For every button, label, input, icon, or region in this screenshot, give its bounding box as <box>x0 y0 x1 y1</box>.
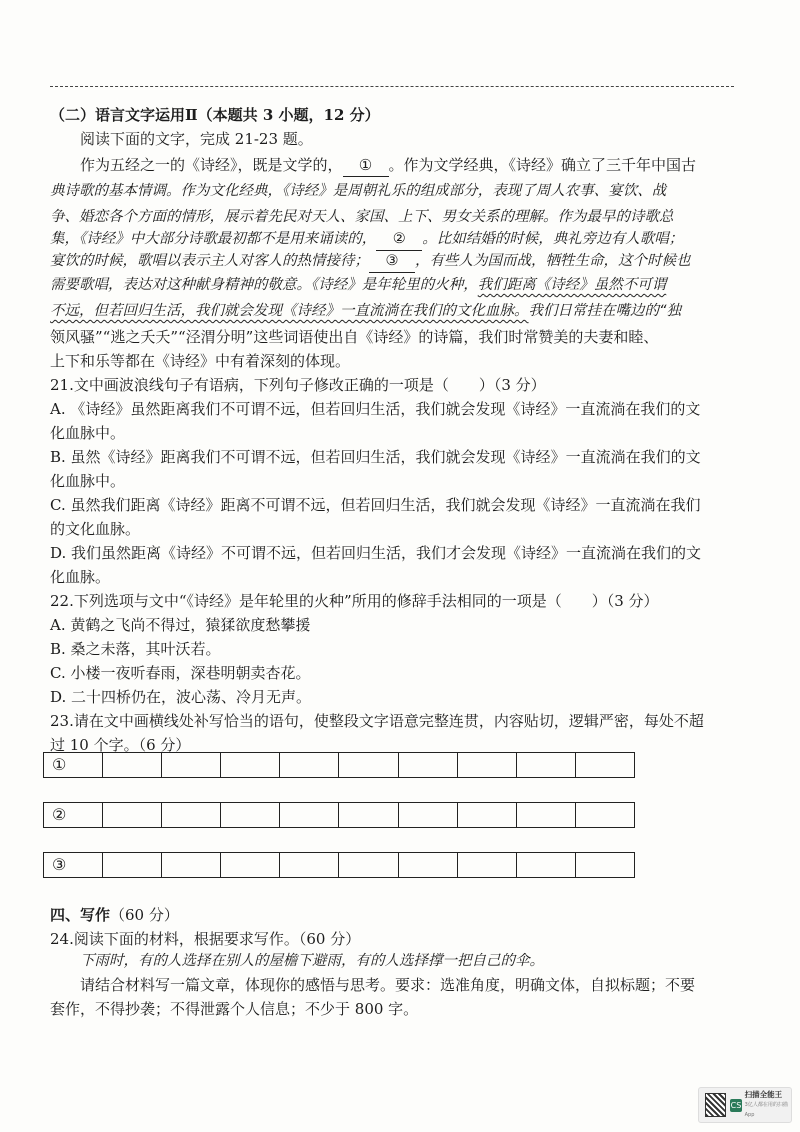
q21-option-b-cont: 化血脉中。 <box>50 472 126 490</box>
passage-line-7: 不远，但若回归生活，我们就会发现《诗经》一直流淌在我们的文化血脉。我们日常挂在嘴边的“独 <box>50 303 682 319</box>
scanner-subtitle: 3亿人都在用的扫描App <box>744 1102 788 1118</box>
q21-option-d-cont: 化血脉。 <box>50 568 111 586</box>
section2-heading: （二）语言文字运用Ⅱ（本题共 3 小题，12 分） <box>50 106 380 124</box>
grid-cell[interactable] <box>517 753 576 777</box>
q22-option-a: A. 黄鹤之飞尚不得过，猿猱欲度愁攀援 <box>50 616 311 634</box>
qr-code-icon <box>705 1093 726 1117</box>
grid-cell[interactable] <box>280 753 339 777</box>
grid-cell[interactable] <box>103 803 162 827</box>
camscanner-logo-icon: CS <box>730 1100 742 1110</box>
passage-line-6: 需要歌唱，表达对这种献身精神的敬意。《诗经》是年轮里的火种，我们距离《诗经》虽然不可谓 <box>50 277 667 293</box>
section2-instruction: 阅读下面的文字，完成 21-23 题。 <box>80 130 313 148</box>
q21-option-d: D. 我们虽然距离《诗经》不可谓不远，但若回归生活，我们才会发现《诗经》一直流淌在我们的文 <box>50 544 702 562</box>
q21-option-b: B. 虽然《诗经》距离我们不可谓不远，但若回归生活，我们就会发现《诗经》一直流淌在我们的文 <box>50 448 701 466</box>
grid-cell[interactable] <box>221 753 280 777</box>
q22-option-c: C. 小楼一夜听春雨，深巷明朝卖杏花。 <box>50 664 311 682</box>
answer-blank-3: ③ <box>369 250 415 273</box>
q21-option-c: C. 虽然我们距离《诗经》距离不可谓不远，但若回归生活，我们就会发现《诗经》一直流淌在我们 <box>50 496 701 514</box>
grid-cell[interactable] <box>103 853 162 877</box>
q22-stem: 22.下列选项与文中“《诗经》是年轮里的火种”所用的修辞手法相同的一项是（ ）（3 分） <box>50 592 659 610</box>
grid-cell[interactable] <box>576 753 634 777</box>
grid-cell[interactable] <box>458 803 517 827</box>
passage-line-3: 争、婚恋各个方面的情形，展示着先民对天人、家国、上下、男女关系的理解。作为最早的诗歌总 <box>50 209 674 225</box>
grid-cell[interactable] <box>162 853 221 877</box>
section4-heading: 四、写作（60 分） <box>50 906 179 924</box>
wavy-underlined-sentence: 我们距离《诗经》虽然不可谓 <box>477 277 667 293</box>
scanner-watermark <box>698 1087 792 1123</box>
q24-material: 下雨时，有的人选择在别人的屋檐下避雨，有的人选择撑一把自己的伞。 <box>80 953 544 969</box>
answer-blank-1: ① <box>343 154 389 177</box>
grid-cell[interactable] <box>517 803 576 827</box>
grid-cell[interactable] <box>399 753 458 777</box>
grid-cell[interactable] <box>517 853 576 877</box>
passage-line-4: 集，《诗经》中大部分诗歌最初都不是用来诵读的， ② 。比如结婚的时候，典礼旁边有人歌唱； <box>50 228 754 251</box>
grid-cell[interactable] <box>162 753 221 777</box>
grid-cell[interactable] <box>221 803 280 827</box>
answer-grid-3[interactable] <box>43 852 635 878</box>
grid-cell[interactable] <box>399 803 458 827</box>
answer-grid-2[interactable] <box>43 802 635 828</box>
q24-requirements-cont: 套作，不得抄袭；不得泄露个人信息；不少于 800 字。 <box>50 1000 419 1018</box>
passage-line-2: 典诗歌的基本情调。作为文化经典，《诗经》是周朝礼乐的组成部分，表现了周人农事、宴饮、战 <box>50 183 667 199</box>
grid-cell[interactable] <box>339 753 398 777</box>
q21-option-c-cont: 的文化血脉。 <box>50 520 141 538</box>
passage-line-1: 作为五经之一的《诗经》，既是文学的， ① 。作为文学经典，《诗经》确立了三千年中国古 <box>80 154 754 177</box>
grid-cell[interactable] <box>221 853 280 877</box>
q23-stem: 23.请在文中画横线处补写恰当的语句，使整段文字语意完整连贯，内容贴切，逻辑严密，每处不超 <box>50 712 704 730</box>
scanner-title: 扫描全能王 <box>744 1090 783 1099</box>
passage-line-5: 宴饮的时候，歌唱以表示主人对客人的热情接待； ③ ，有些人为国而战，牺牲生命，这个时候也 <box>50 250 754 273</box>
q24-requirements: 请结合材料写一篇文章，体现你的感悟与思考。要求：选准角度，明确文体，自拟标题；不要 <box>80 976 696 994</box>
grid-cell[interactable] <box>339 853 398 877</box>
passage-line-9: 上下和乐等都在《诗经》中有着深刻的体现。 <box>50 352 351 370</box>
q23-stem-cont: 过 10 个字。（6 分） <box>50 736 191 754</box>
passage-line-8: 领风骚”“逃之夭夭”“泾渭分明”这些词语使出自《诗经》的诗篇，我们时常赞美的夫妻和睦、 <box>50 328 659 346</box>
grid-label: ② <box>44 803 103 827</box>
grid-cell[interactable] <box>399 853 458 877</box>
q22-option-d: D. 二十四桥仍在，波心荡、冷月无声。 <box>50 688 312 706</box>
answer-grid-1[interactable] <box>43 752 635 778</box>
grid-cell[interactable] <box>458 753 517 777</box>
grid-cell[interactable] <box>339 803 398 827</box>
q24-stem: 24.阅读下面的材料，根据要求写作。（60 分） <box>50 930 361 948</box>
wavy-underlined-sentence-cont: 不远，但若回归生活，我们就会发现《诗经》一直流淌在我们的文化血脉。 <box>50 303 529 319</box>
grid-label: ③ <box>44 853 103 877</box>
top-dashed-divider <box>50 86 734 87</box>
grid-label: ① <box>44 753 103 777</box>
answer-blank-2: ② <box>376 228 422 251</box>
q21-stem: 21.文中画波浪线句子有语病，下列句子修改正确的一项是（ ）（3 分） <box>50 376 546 394</box>
grid-cell[interactable] <box>162 803 221 827</box>
q21-option-a-cont: 化血脉中。 <box>50 424 126 442</box>
grid-cell[interactable] <box>576 803 634 827</box>
q21-option-a: A. 《诗经》虽然距离我们不可谓不远，但若回归生活，我们就会发现《诗经》一直流淌在我们的文 <box>50 400 701 418</box>
grid-cell[interactable] <box>576 853 634 877</box>
grid-cell[interactable] <box>280 803 339 827</box>
grid-cell[interactable] <box>458 853 517 877</box>
grid-cell[interactable] <box>103 753 162 777</box>
q22-option-b: B. 桑之未落，其叶沃若。 <box>50 640 221 658</box>
grid-cell[interactable] <box>280 853 339 877</box>
